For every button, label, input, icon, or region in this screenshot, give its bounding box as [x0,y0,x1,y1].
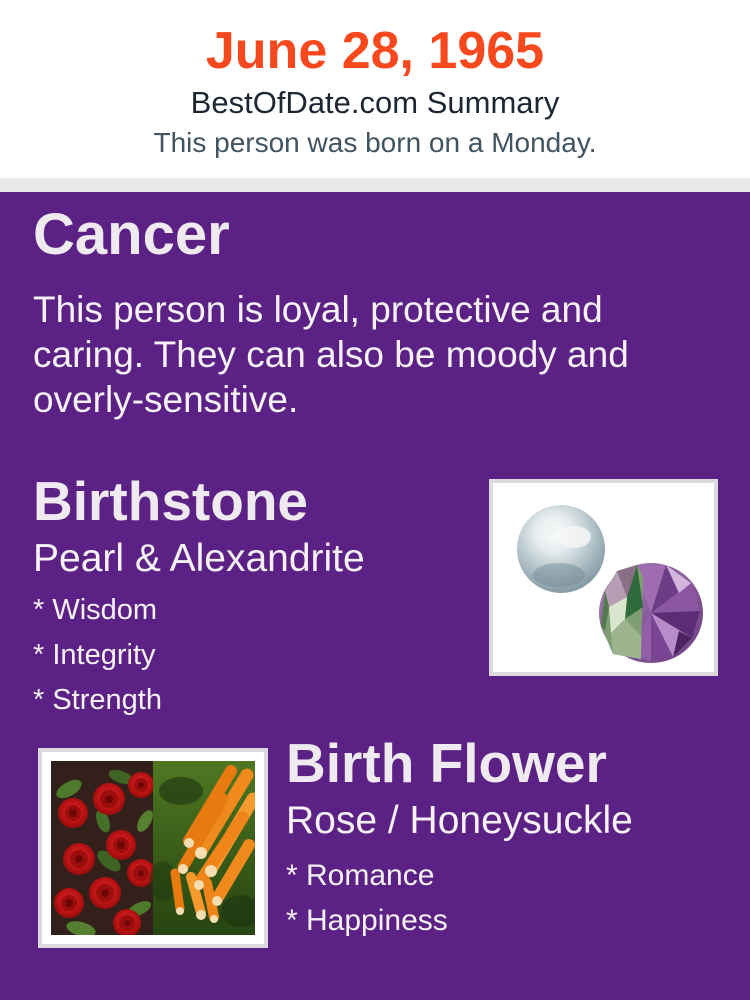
header [0,0,750,178]
birthstone-trait: * Integrity [33,638,156,671]
zodiac-description: This person is loyal, protective and caring. They can also be moody and overly-sensitive. [33,288,629,420]
birthstone-image [489,479,718,676]
birthstone-title: Birthstone [33,470,308,532]
rose-honeysuckle-illustration [51,761,255,935]
birthstone-trait: * Wisdom [33,593,158,626]
summary-body [0,192,750,1000]
site-summary-heading: BestOfDate.com Summary [190,84,560,120]
birth-flower-names: Rose / Honeysuckle [286,799,633,842]
section-divider [0,178,750,192]
birthstone-trait: * Strength [33,683,162,716]
pearl-alexandrite-illustration [501,491,706,664]
zodiac-sign-name: Cancer [33,202,230,267]
birth-flower-trait-list [286,858,726,937]
birth-flower-title: Birth Flower [286,732,607,794]
page-title-date: June 28, 1965 [205,22,545,80]
born-day-tagline: This person was born on a Monday. [153,126,597,158]
birth-flower-trait: * Happiness [286,903,448,937]
birthstone-trait-list [33,595,483,715]
birthstone-names: Pearl & Alexandrite [33,537,365,580]
birth-flower-trait: * Romance [286,858,435,892]
birth-flower-section [286,730,726,951]
birthstone-section [33,468,483,730]
zodiac-section [33,200,683,422]
birth-flower-image [38,748,268,948]
